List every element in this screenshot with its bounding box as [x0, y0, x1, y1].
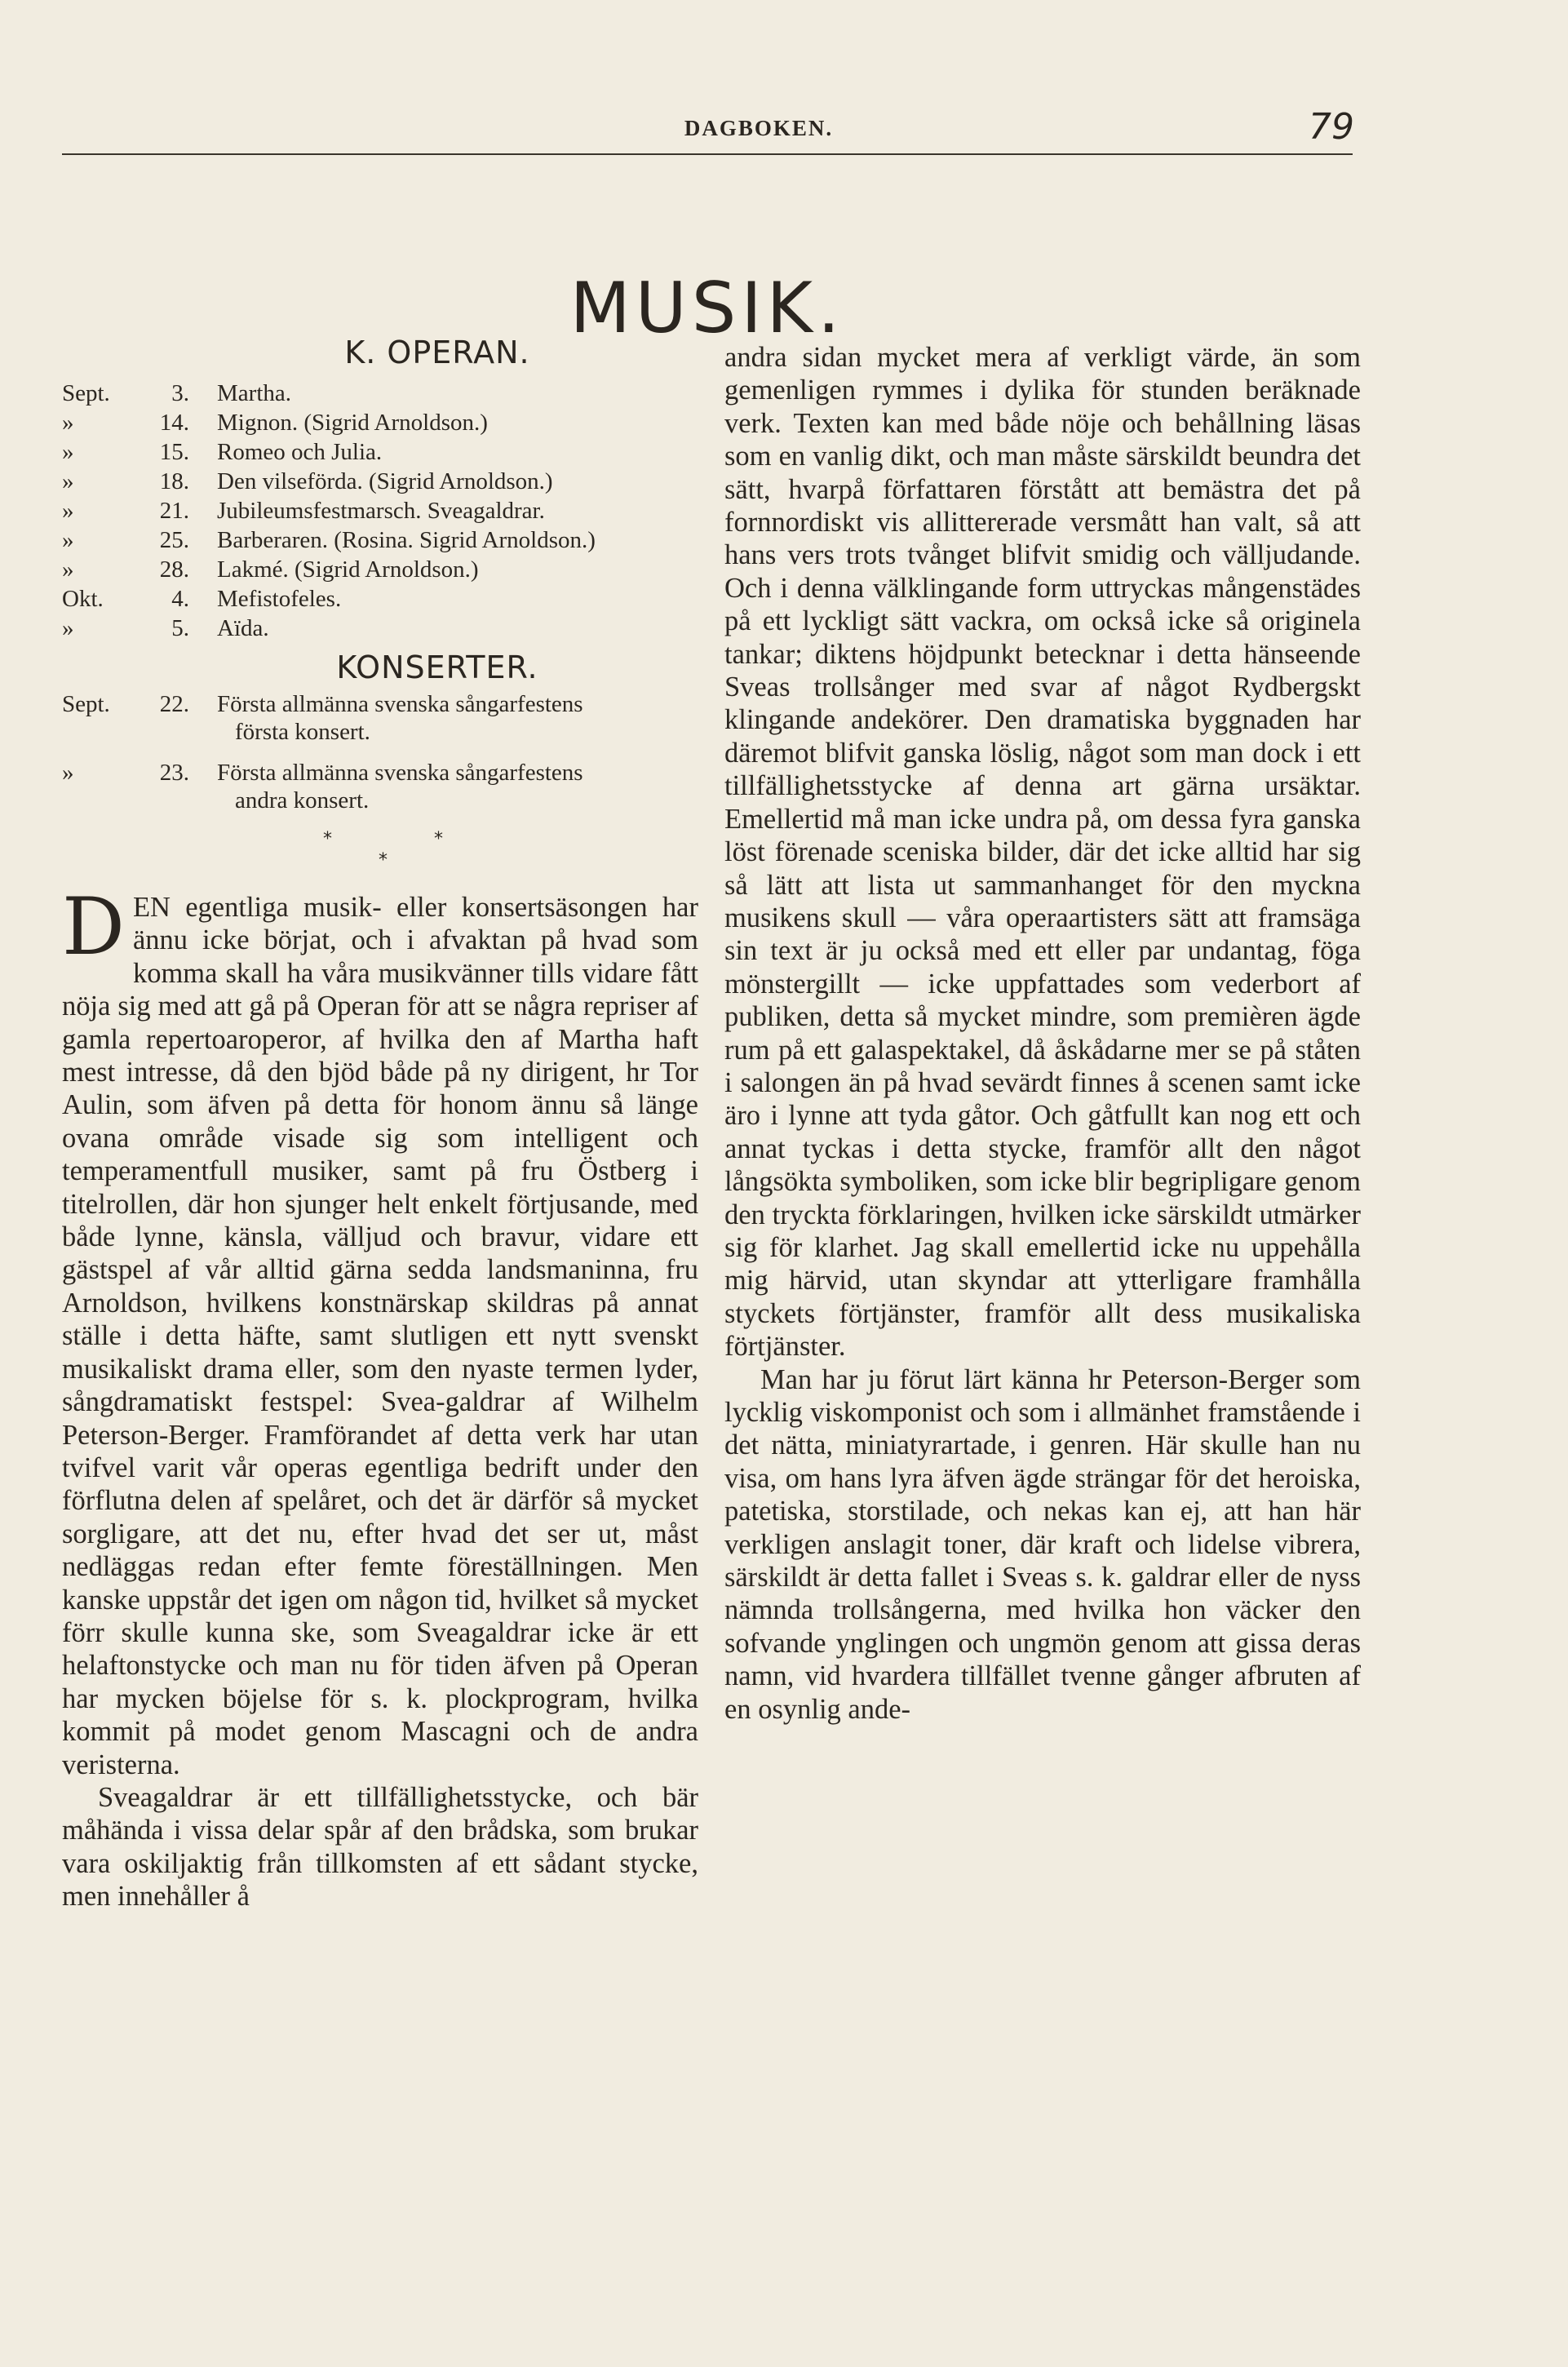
konserter-heading: KONSERTER. — [336, 649, 538, 685]
schedule-row — [62, 467, 698, 496]
concert-day: 22. — [159, 691, 189, 717]
concert-event-line2: andra konsert. — [235, 787, 370, 813]
concert-month: » — [62, 760, 74, 786]
running-head — [163, 106, 1354, 152]
schedule-event: Barberaren. (Rosina. Sigrid Arnoldson.) — [217, 527, 596, 553]
schedule-day: 5. — [171, 615, 189, 641]
operan-schedule — [62, 379, 698, 643]
schedule-month: » — [62, 527, 74, 553]
schedule-event: Lakmé. (Sigrid Arnoldson.) — [217, 556, 479, 583]
article-paragraph: Sveagaldrar är ett tillfällighetsstycke, och bär måhända i vissa delar spår af den brådska, som brukar vara oskiljaktig från tillkomsten af ett sådant stycke, men innehåller å — [62, 1781, 698, 1913]
schedule-event: Den vilseförda. (Sigrid Arnoldson.) — [217, 468, 553, 494]
schedule-month: » — [62, 410, 74, 436]
article-paragraph: Man har ju förut lärt känna hr Peterson-Berger som lycklig viskomponist och som i allmänhet framstående i det nätta, miniatyrartade, i genren. Här skulle han nu visa, om hans lyra äfven ägde strängar för det heroiska, patetiska, storstilade, och nekas kan ej, att han här verkligen anslagit toner, där kraft och lidelse vibrera, särskildt är detta fallet i Sveas s. k. galdrar eller de nyss nämnda trollsångerna, med hvilka hon väcker den sofvande ynglingen och ungmön genom att gissa deras namn, vid hvardera tillfället tvenne gånger afbruten af en osynlig ande- — [724, 1363, 1361, 1725]
schedule-row — [62, 437, 698, 467]
article-paragraph: andra sidan mycket mera af verkligt värde, än som gemenligen rymmes i dylika för stunden beräknade verk. Texten kan med både nöje och behållning läsas som en vanlig dikt, och man måste särskildt beundra det sätt, hvarpå författaren förstått att bemästra det på fornnordiskt vis allittererade versmått han valt, så att hans vers trots tvånget blifvit smidig och välljudande. Och i denna välklingande form uttryckas mångenstädes på ett lyckligt sätt vackra, om också icke så originela tankar; diktens höjdpunkt betecknar i detta hänseende Sveas trollsånger med svar af något Rydbergskt klingande andekörer. Den dramatiska byggnaden har däremot blifvit ganska löslig, något som man dock i ett tillfällighetsstycke af denna art gärna ursäktar. Emellertid må man icke undra på, om dessa fyra ganska löst förenade sceniska bilder, där det icke alltid har sig så lätt att lista ut sammanhanget för den myckna musikens skull — våra operaartisters sätt att framsäga sin text är ju också med ett eller par undantag, föga mönstergillt — icke uppfattades som vederbort af publiken, detta så mycket mindre, som premièren ägde rum på ett galaspektakel, då åskådarne mer se på ståten i salongen än på hvad sevärdt finnes å scenen samt icke äro i lynne att tyda gåtor. Och gåtfullt kan nog ett och annat tyckas i detta stycke, framför allt den något långsökta symboliken, som icke blir begripligare genom den tryckta förklaringen, hvilken icke särskildt utmärker sig för klarhet. Jag skall emellertid icke nu uppehålla mig härvid, utan skyndar att ytterligare framhålla styckets förtjänster, framför allt dess musikaliska förtjänster. — [724, 342, 1361, 1363]
schedule-day: 28. — [159, 556, 189, 583]
schedule-row — [62, 555, 698, 584]
schedule-row — [62, 584, 698, 614]
schedule-month: » — [62, 468, 74, 494]
schedule-day: 21. — [159, 498, 189, 524]
left-column — [62, 335, 698, 1913]
schedule-row — [62, 379, 698, 408]
right-column — [724, 335, 1361, 1726]
section-title: MUSIK. — [569, 267, 845, 349]
schedule-day: 15. — [159, 439, 189, 465]
schedule-row — [62, 525, 698, 555]
schedule-day: 3. — [171, 380, 189, 406]
schedule-month: » — [62, 615, 74, 641]
concert-event-line2: första konsert. — [235, 719, 370, 745]
schedule-month: » — [62, 498, 74, 524]
schedule-month: » — [62, 556, 74, 583]
schedule-event: Jubileumsfestmarsch. Sveagaldrar. — [217, 498, 545, 524]
article-paragraph — [62, 881, 698, 1781]
asterism — [323, 829, 486, 873]
concert-day: 23. — [159, 760, 189, 786]
schedule-day: 18. — [159, 468, 189, 494]
schedule-day: 25. — [159, 527, 189, 553]
page-number: 79 — [1309, 106, 1354, 148]
concert-event-line1: Första allmänna svenska sångarfestens — [217, 691, 583, 717]
schedule-event: Aïda. — [217, 615, 269, 641]
schedule-row — [62, 496, 698, 525]
schedule-row — [62, 408, 698, 437]
schedule-event: Mefistofeles. — [217, 586, 342, 612]
concert-row — [62, 759, 698, 818]
drop-cap: D — [62, 881, 125, 973]
schedule-month: Sept. — [62, 380, 110, 406]
schedule-event: Mignon. (Sigrid Arnoldson.) — [217, 410, 488, 436]
concert-event-line1: Första allmänna svenska sångarfestens — [217, 760, 583, 786]
asterism-star: * — [434, 829, 443, 849]
concert-month: Sept. — [62, 691, 110, 717]
header-rule — [62, 153, 1353, 155]
schedule-event: Romeo och Julia. — [217, 439, 383, 465]
schedule-day: 4. — [171, 586, 189, 612]
schedule-row — [62, 614, 698, 643]
schedule-day: 14. — [159, 410, 189, 436]
schedule-event: Martha. — [217, 380, 291, 406]
concert-event — [217, 759, 706, 814]
schedule-month: Okt. — [62, 586, 104, 612]
operan-heading: K. OPERAN. — [344, 335, 530, 370]
concert-row — [62, 690, 698, 749]
asterism-star: * — [379, 850, 388, 871]
article-paragraph-text: EN egentliga musik- eller konsertsäsongen har ännu icke börjat, och i afvaktan på hvad som komma skall ha våra musikvänner tills vidare fått nöja sig med att gå på Operan för att se några repriser af gamla repertoaroperor, af hvilka den af Martha haft mest intresse, då den bjöd både på ny dirigent, hr Tor Aulin, som äfven på detta för honom ännu så länge ovana område visade sig som intelligent och temperamentfull musiker, samt på fru Östberg i titelrollen, där hon sjunger helt enkelt förtjusande, med både lynne, känsla, välljud och bravur, vidare ett gästspel af vår alltid gärna sedda landsmaninna, fru Arnoldson, hvilkens konstnärskap skildras på annat ställe i detta häfte, samt slutligen ett nytt svenskt musikaliskt drama eller, som den nyaste termen lyder, sångdramatiskt festspel: Svea-galdrar af Wilhelm Peterson-Berger. Framförandet af detta verk har utan tvifvel varit vår operas egentliga bedrift under den förflutna delen af spelåret, och det är därför så mycket sorgligare, att det nu, efter hvad det ser ut, måst nedläggas redan efter femte föreställningen. Men kanske uppstår det igen om någon tid, hvilket så mycket förr skulle kunna ske, som Sveagaldrar icke är ett helaftonstycke och man nu för tiden äfven på Operan har mycken böjelse för s. k. plockprogram, hvilka kommit på modet genom Mascagni och de andra veristerna. — [62, 892, 698, 1780]
running-title: DAGBOKEN. — [684, 116, 834, 140]
schedule-month: » — [62, 439, 74, 465]
asterism-star: * — [323, 829, 332, 849]
concert-event — [217, 690, 706, 746]
